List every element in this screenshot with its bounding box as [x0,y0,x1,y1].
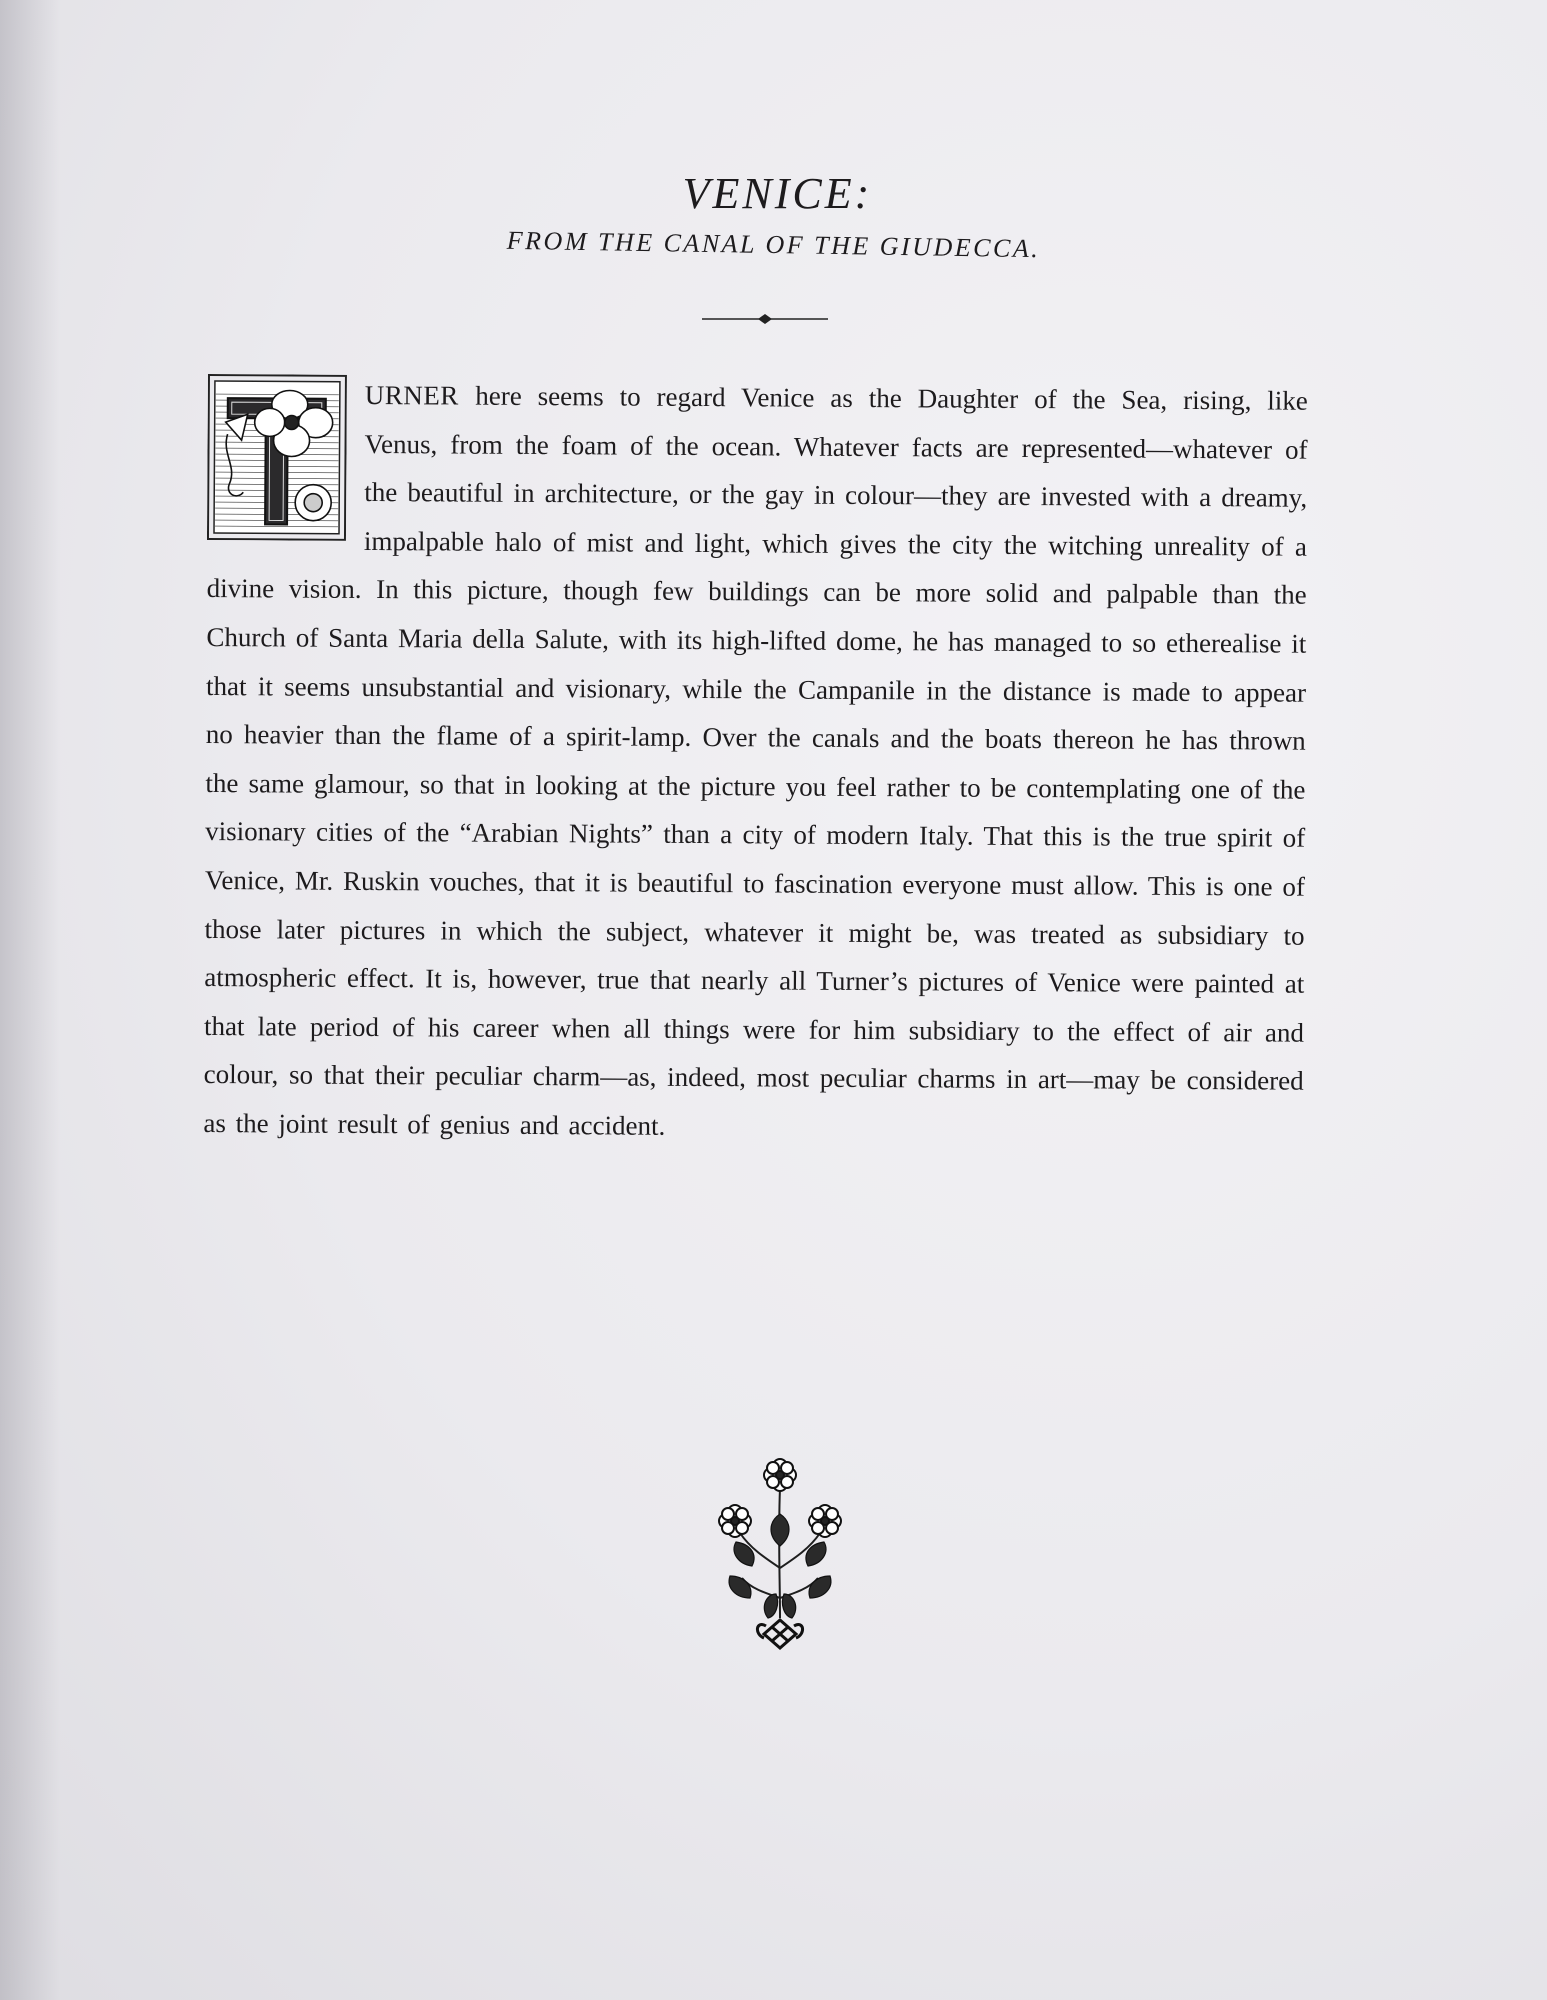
body-paragraph [203,370,1308,1154]
floral-dropcap-icon [207,374,347,541]
page-subtitle: FROM THE CANAL OF THE GIUDECCA. [506,225,1041,264]
diamond-rule-icon [702,312,828,326]
lead-word: URNER [364,379,476,411]
paragraph-text: here seems to regard Venice as the Daughter of the Sea, rising, like Venus, from the foam of the ocean. Whatever facts are represented—whatever of the beautiful in architecture, or the gay in colour—they are invested with a dreamy, impalpable halo of mist and light, which gives the city the witching unreality of a divine vision. In this picture, though few buildings can be more solid and palpable than the Church of Santa Maria della Salute, with its high-lifted dome, he has managed to so etherealise it that it seems unsubstantial and visionary, while the Campanile in the distance is made to appear no heavier than the flame of a spirit-lamp. Over the canals and the boats thereon he has thrown the same glamour, so that in looking at the picture you feel rather to be contemplating one of the visionary cities of the “Arabian Nights” than a city of modern Italy. That this is the true spirit of Venice, Mr. Ruskin vouches, that it is beautiful to fascination everyone must allow. This is one of those later pictures in which the subject, whatever it might be, was treated as subsidiary to atmospheric effect. It is, however, true that nearly all Turner’s pictures of Venice were painted at that late period of his career when all things were for him subsidiary to the effect of air and colour, so that their peculiar charm—as, indeed, most peculiar charms in art—may be considered as the joint result of genius and accident. [203,380,1308,1141]
floral-tailpiece-icon [710,1448,850,1658]
binding-shadow [0,0,60,2000]
page-title: VENICE: [682,169,873,218]
